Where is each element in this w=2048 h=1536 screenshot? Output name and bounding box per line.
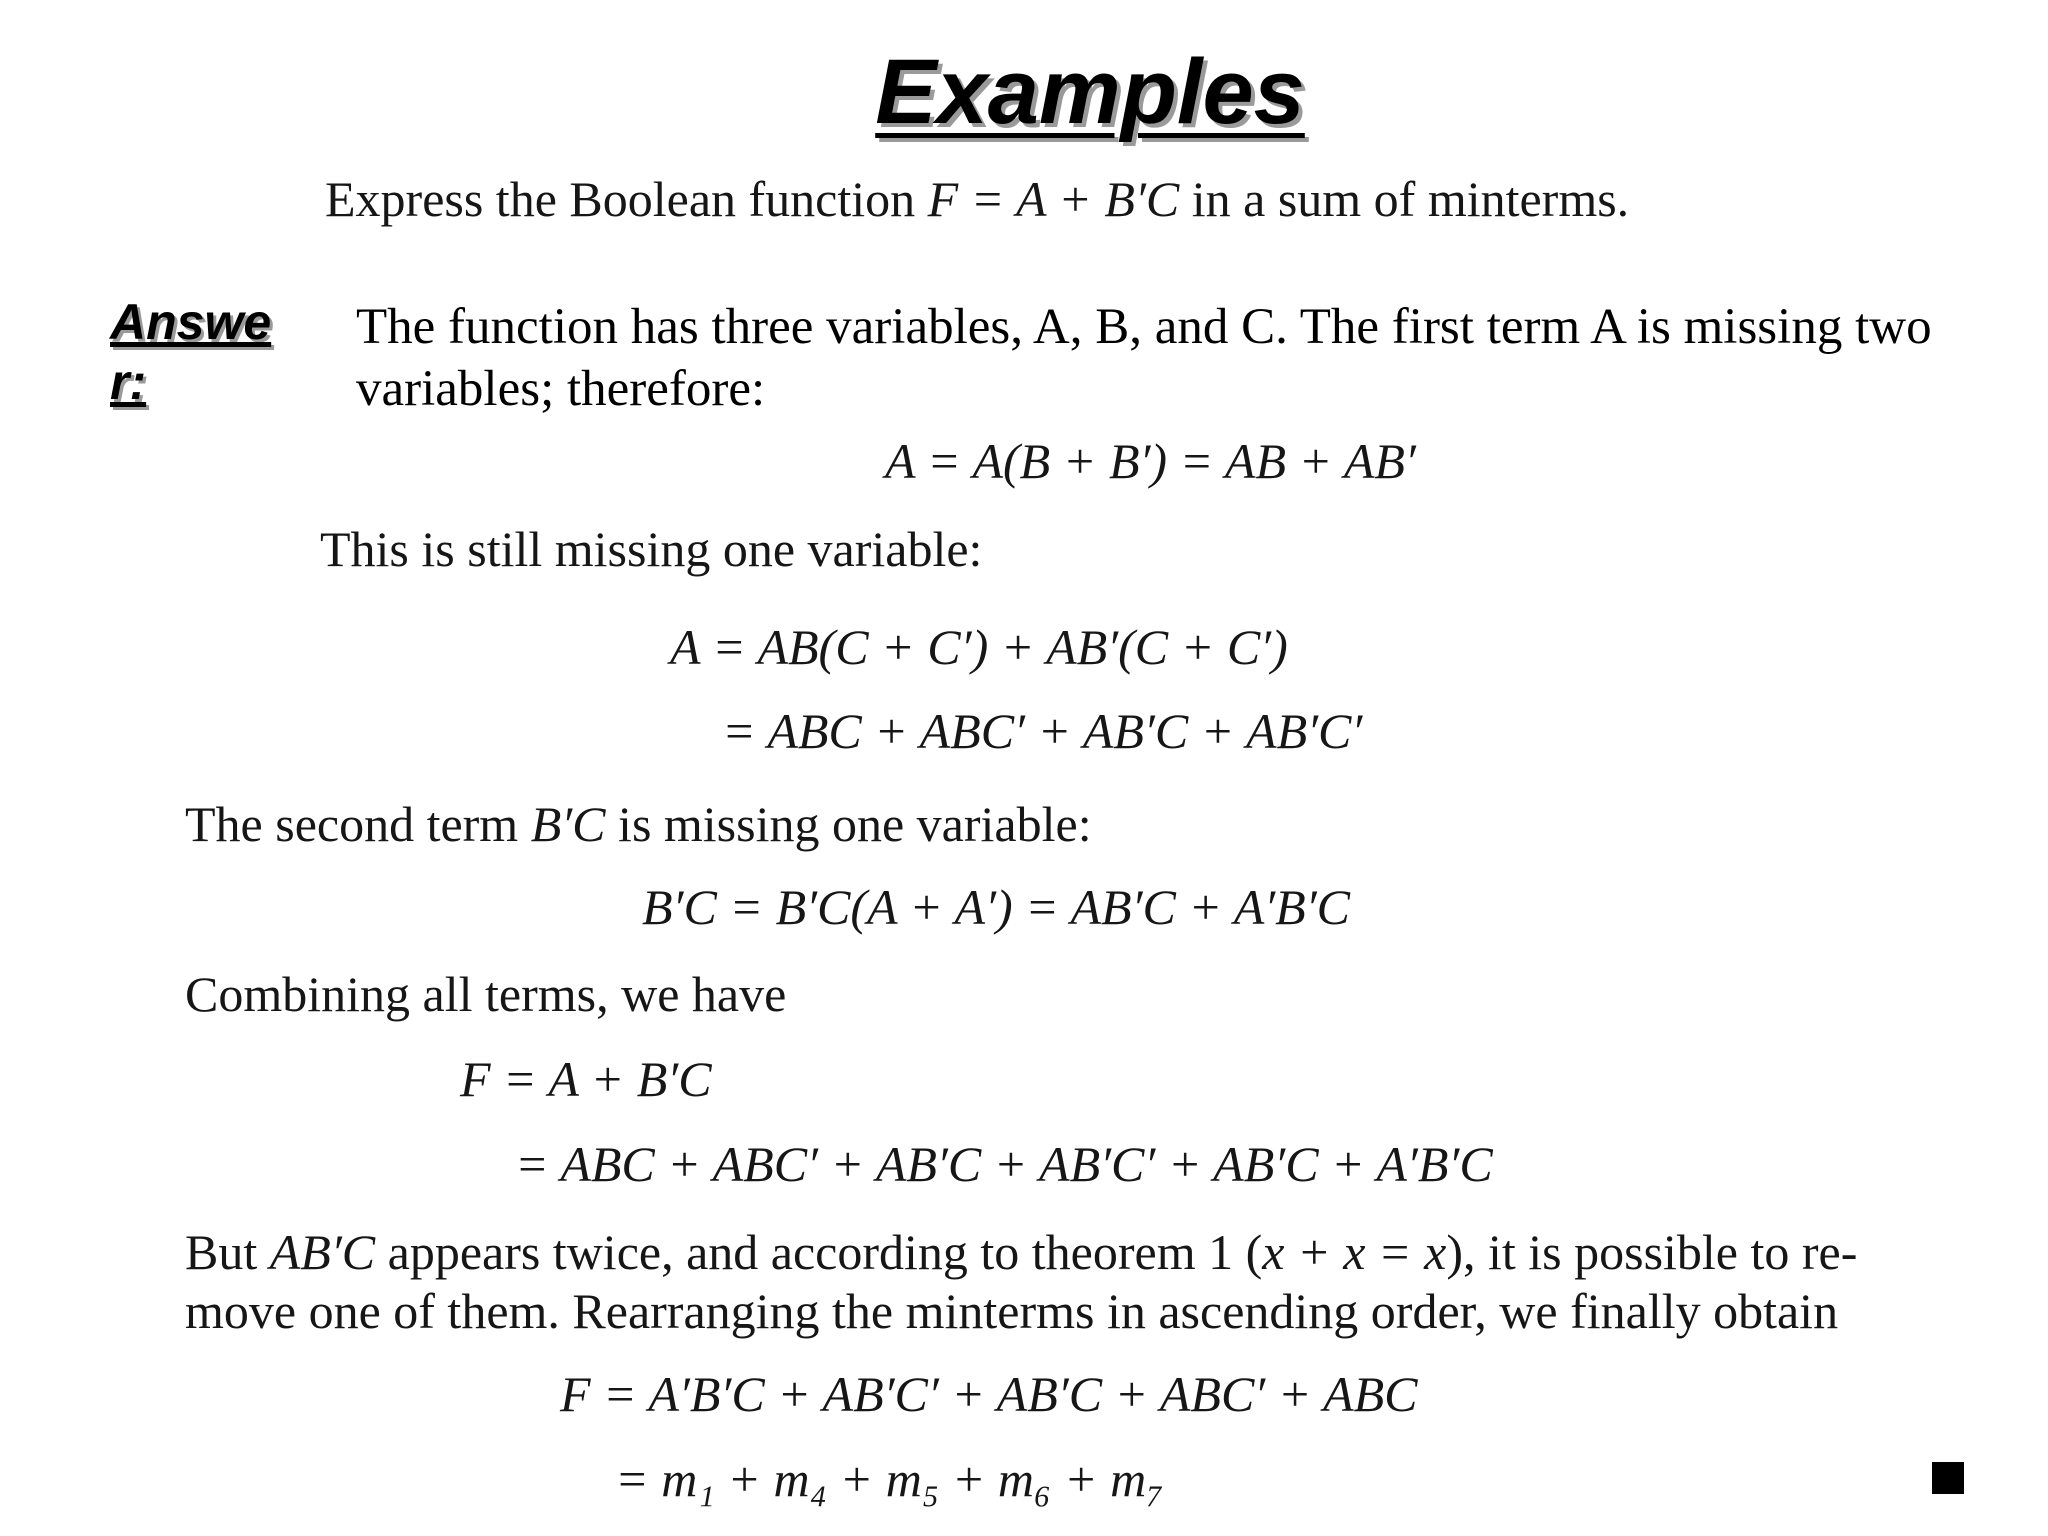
equation-f-original: F = A + B′C bbox=[460, 1051, 712, 1107]
second-term-suffix: is missing one variable: bbox=[605, 796, 1092, 852]
combining-text: Combining all terms, we have bbox=[185, 966, 787, 1022]
slide-title: Examples bbox=[875, 41, 1305, 143]
question-statement bbox=[325, 170, 1629, 228]
question-function: F = A + B′C bbox=[927, 171, 1180, 227]
answer-intro-text: The function has three variables, A, B, and C. The first term A is missing two variables; therefore: bbox=[356, 299, 1932, 417]
but-text-line1 bbox=[185, 1223, 1857, 1281]
equation-a-full-line1: A = AB(C + C′) + AB′(C + C′) bbox=[670, 619, 1288, 675]
second-term-text bbox=[185, 795, 1092, 853]
still-missing-text: This is still missing one variable: bbox=[320, 521, 983, 577]
second-term-expr: B′C bbox=[530, 796, 606, 852]
equation-bc-expansion: B′C = B′C(A + A′) = AB′C + A′B′C bbox=[642, 879, 1351, 935]
equation-a-expansion: A = A(B + B′) = AB + AB′ bbox=[885, 433, 1416, 489]
but-p2: appears twice, and according to theorem 1 ( bbox=[375, 1224, 1263, 1280]
equation-f-expanded: = ABC + ABC′ + AB′C + AB′C′ + AB′C + A′B′C bbox=[515, 1136, 1493, 1192]
second-term-prefix: The second term bbox=[185, 796, 531, 852]
but-p1: But bbox=[185, 1224, 270, 1280]
theorem-expr: x + x = x bbox=[1262, 1224, 1447, 1280]
equation-final-minterms: F = A′B′C + AB′C′ + AB′C + ABC′ + ABC bbox=[560, 1366, 1418, 1422]
equation-final-m-notation: = m₁ + m₄ + m₅ + m₆ + m₇ bbox=[615, 1451, 1164, 1507]
question-suffix: in a sum of minterms. bbox=[1179, 171, 1630, 227]
equation-a-full-line2: = ABC + ABC′ + AB′C + AB′C′ bbox=[722, 703, 1363, 759]
but-text-line2: move one of them. Rearranging the minterms in ascending order, we finally obtain bbox=[185, 1283, 1839, 1339]
but-expr: AB′C bbox=[269, 1224, 376, 1280]
answer-label: Answer: bbox=[110, 294, 272, 410]
question-prefix: Express the Boolean function bbox=[325, 171, 928, 227]
end-of-example-square bbox=[1932, 1462, 1964, 1494]
but-p3: ), it is possible to re- bbox=[1446, 1224, 1858, 1280]
